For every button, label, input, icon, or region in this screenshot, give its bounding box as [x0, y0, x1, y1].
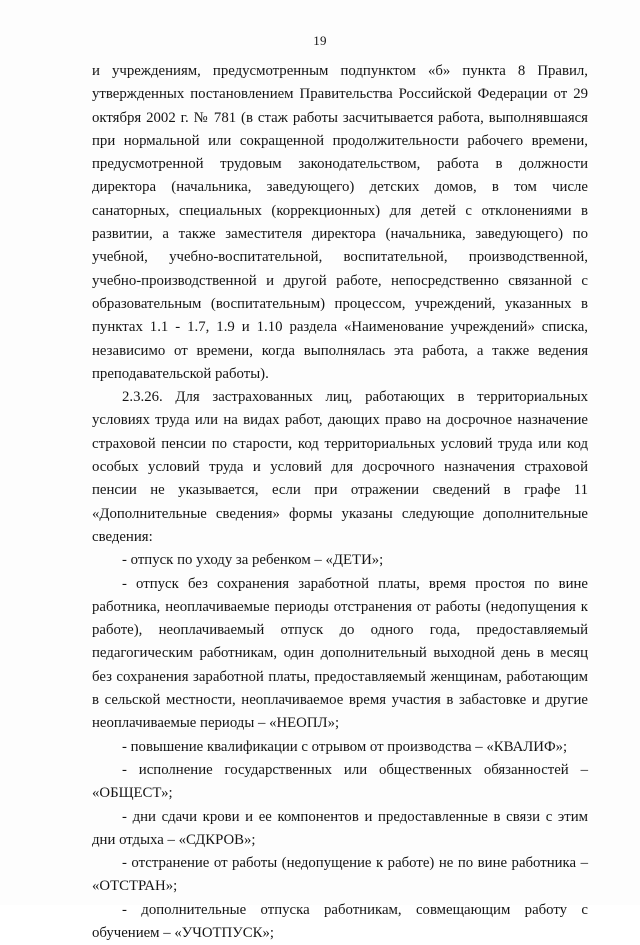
page-number: 19: [313, 33, 327, 48]
list-item-sdkrov: - дни сдачи крови и ее компонентов и предоставленные в связи с этим дни отдыха – «СДКРОВ»;: [92, 808, 588, 848]
list-item-uchotpusk: - дополнительные отпуска работникам, совмещающим работу с обучением – «УЧОТПУСК»;: [92, 901, 588, 941]
list-item-obshchest: - исполнение государственных или общественных обязанностей – «ОБЩЕСТ»;: [92, 761, 588, 802]
paragraph-clause-2-3-26: 2.3.26. Для застрахованных лиц, работающих в территориальных условиях труда или на видах работ, дающих право на досрочное назначение страховой пенсии по старости, код территориальных условий труда или код особых условий труда и условий для досрочного назначения страховой пенсии не указывается, если при отражении сведений в графе 11 «Дополнительные сведения» формы указаны следующие дополнительные сведения:: [92, 389, 588, 545]
list-item-neopl: - отпуск без сохранения заработной платы, время простоя по вине работника, неоплачиваемые периоды отстранения от работы (недопущения к работе), неоплачиваемый отпуск до одного года, предоставляемый педагогическим работникам, один дополнительный выходной день в месяц без сохранения заработной платы, предоставляемый женщинам, работающим в сельской местности, неоплачиваемое время участия в забастовке и другие неоплачиваемые периоды – «НЕОПЛ»;: [92, 575, 588, 732]
list-item-otstran: - отстранение от работы (недопущение к работе) не по вине работника – «ОТСТРАН»;: [92, 855, 588, 895]
paragraph-continuation: и учреждениям, предусмотренным подпунктом «б» пункта 8 Правил, утвержденных постановлением Правительства Российской Федерации от 29 октября 2002 г. № 781 (в стаж работы засчитывается работа, выполнявшаяся при нормальной или сокращенной продолжительности рабочего времени, предусмотренной трудовым законодательством, работа в должности директора (начальника, заведующего) детских домов, в том числе санаторных, специальных (коррекционных) для детей с отклонениями в развитии, а также заместителя директора (начальника, заведующего) по учебной, учебно-воспитательной, воспитательной, производственной, учебно-производственной и другой работе, непосредственно связанной с образовательным (воспитательным) процессом, учреждений, указанных в пунктах 1.1 - 1.7, 1.9 и 1.10 раздела «Наименование учреждений» списка, независимо от времени, когда выполнялась эта работа, а также ведения преподавательской работы).: [92, 63, 588, 382]
document-body: [92, 60, 588, 945]
list-item-deti: - отпуск по уходу за ребенком – «ДЕТИ»;: [122, 552, 384, 569]
list-item-kvalif: - повышение квалификации с отрывом от производства – «КВАЛИФ»;: [122, 738, 568, 755]
